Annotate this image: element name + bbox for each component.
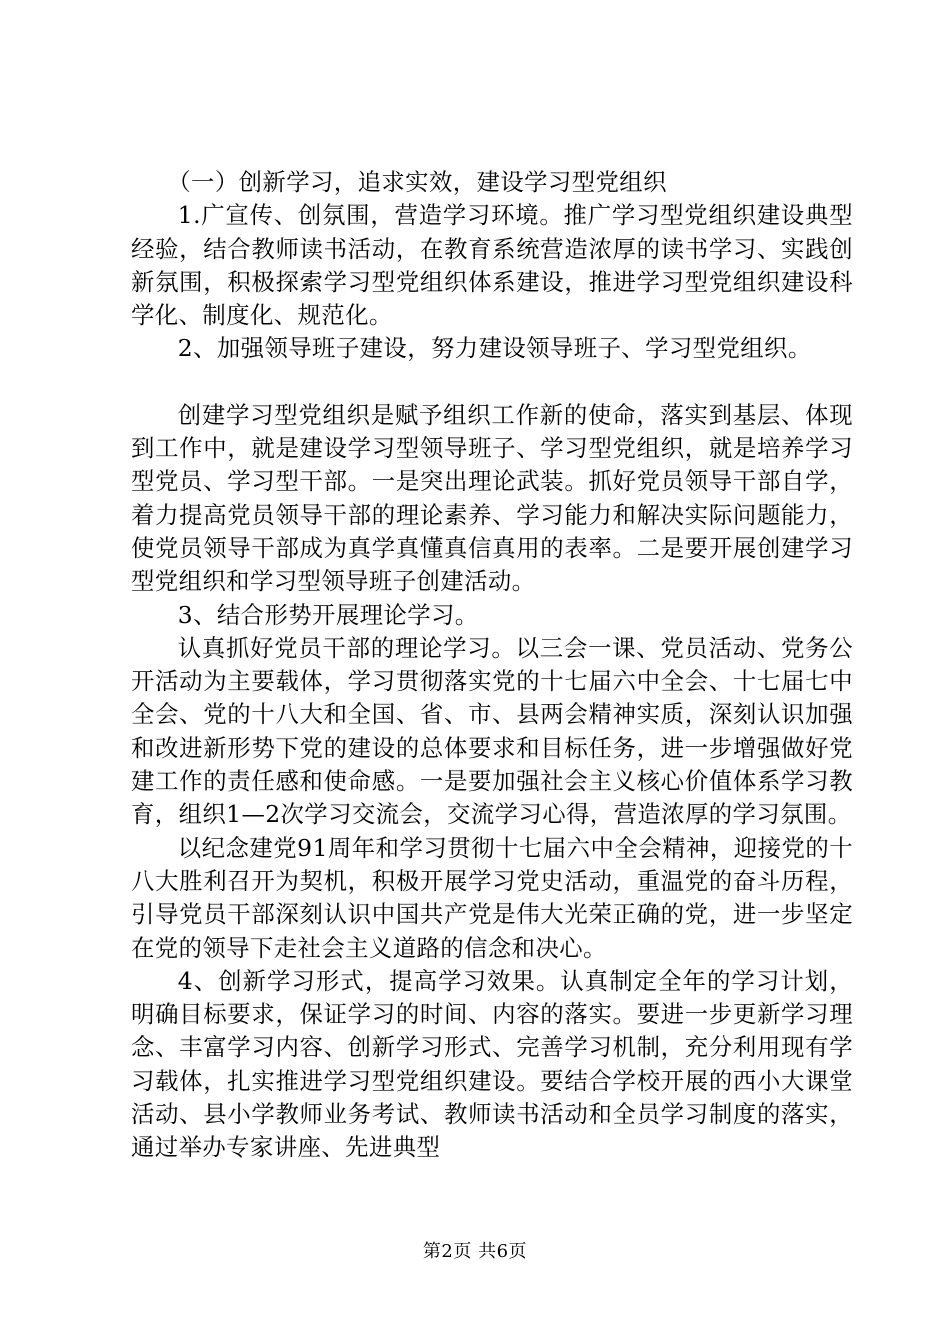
paragraph-3: 创建学习型党组织是赋予组织工作新的使命，落实到基层、体现到工作中，就是建设学习型领导班子、学习型党组织，就是培养学习型党员、学习型干部。一是突出理论武装。抓好党员领导干部自学，着力提高党员领导干部的理论素养、学习能力和解决实际问题能力，使党员领导干部成为真学真懂真信真用的表率。二是要开展创建学习型党组织和学习型领导班子创建活动。	[131, 400, 853, 596]
paragraph-7: 4、创新学习形式，提高学习效果。认真制定全年的学习计划，明确目标要求，保证学习的时间、内容的落实。要进一步更新学习理念、丰富学习内容、创新学习形式、完善学习机制，充分利用现有学习载体，扎实推进学习型党组织建设。要结合学校开展的西小大课堂活动、县小学教师业务考试、教师读书活动和全员学习制度的落实，通过举办专家讲座、先进典型	[131, 966, 853, 1162]
paragraph-spacer	[131, 366, 853, 399]
paragraph-6: 以纪念建党91周年和学习贯彻十七届六中全会精神，迎接党的十八大胜利召开为契机，积极开展学习党史活动，重温党的奋斗历程，引导党员干部深刻认识中国共产党是伟大光荣正确的党，进一步坚定在党的领导下走社会主义道路的信念和决心。	[131, 833, 853, 962]
paragraph-2: 2、加强领导班子建设，努力建设领导班子、学习型党组织。	[177, 334, 812, 363]
paragraph-4: 3、结合形势开展理论学习。	[177, 600, 479, 629]
paragraph-1: 1.广宣传、创氛围，营造学习环境。推广学习型党组织建设典型经验，结合教师读书活动，在教育系统营造浓厚的读书学习、实践创新氛围，积极探索学习型党组织体系建设，推进学习型党组织建设科学化、制度化、规范化。	[131, 201, 853, 330]
page-number-footer: 第2页 共6页	[422, 1241, 528, 1262]
document-body	[131, 166, 853, 1165]
paragraph-5: 认真抓好党员干部的理论学习。以三会一课、党员活动、党务公开活动为主要载体，学习贯彻落实党的十七届六中全会、十七届七中全会、党的十八大和全国、省、市、县两会精神实质，深刻认识加强和改进新形势下党的建设的总体要求和目标任务，进一步增强做好党建工作的责任感和使命感。一是要加强社会主义核心价值体系学习教育，组织1—2次学习交流会，交流学习心得，营造浓厚的学习氛围。	[131, 633, 853, 829]
section-heading: （一）创新学习，追求实效，建设学习型党组织	[167, 168, 667, 196]
